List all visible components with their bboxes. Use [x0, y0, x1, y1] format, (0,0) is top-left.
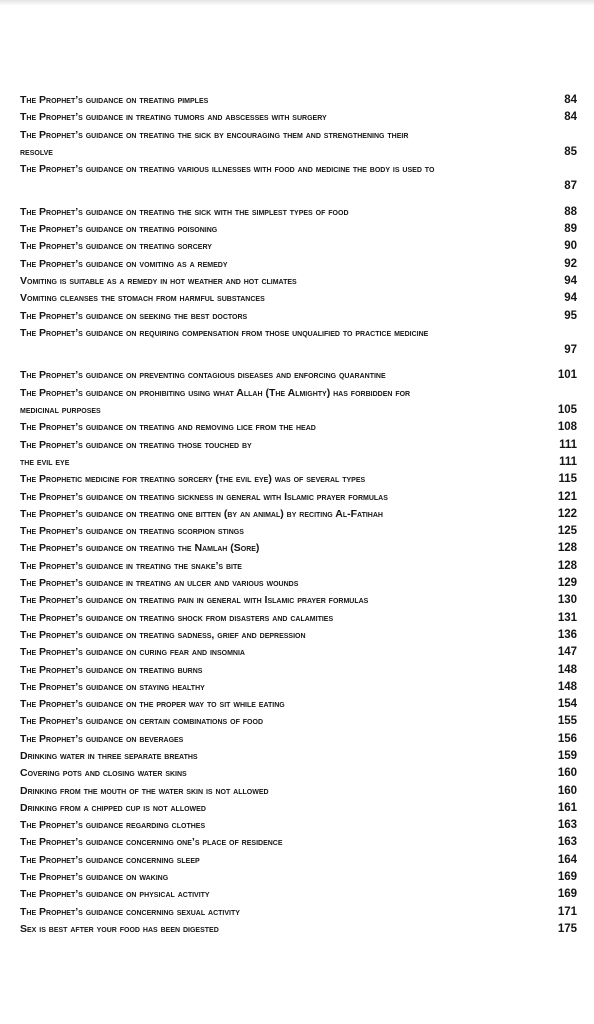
- toc-entry-page-number: 130: [557, 594, 577, 607]
- toc-entry-page-number: 160: [557, 767, 577, 780]
- toc-entry-page-number: 108: [557, 421, 577, 434]
- toc-entry-title: the evil eye: [20, 455, 70, 468]
- toc-entry-title: The Prophet’s guidance on physical activity: [20, 888, 210, 901]
- toc-entry-page-number: 121: [557, 490, 577, 503]
- toc-entry-title: The Prophet’s guidance on treating pimples: [20, 94, 209, 106]
- toc-entry-page-number: 89: [564, 223, 577, 236]
- toc-entry: [20, 385, 577, 402]
- toc-entry: [20, 800, 577, 817]
- toc-entry-title: The Prophet’s guidance on treating various illnesses with food and medicine the body is used to: [20, 163, 435, 176]
- toc-entry-title: The Prophet’s guidance on waking: [20, 871, 169, 884]
- page-top-edge: [0, 0, 594, 6]
- toc-entry: [20, 540, 577, 557]
- toc-entry-page-number: 169: [557, 888, 577, 901]
- toc-entry-title: The Prophet’s guidance on treating and removing lice from the head: [20, 421, 316, 434]
- toc-entry-page-number: 169: [557, 871, 577, 884]
- toc-entry-page-number: 163: [557, 836, 577, 849]
- table-of-contents: [20, 92, 577, 938]
- toc-entry-page-number: 129: [557, 577, 577, 590]
- toc-entry: [20, 221, 577, 238]
- toc-entry-title: The Prophet’s guidance in treating an ulcer and various wounds: [20, 577, 299, 590]
- toc-entry-title: Sex is best after your food has been digested: [20, 922, 219, 935]
- toc-entry: [20, 256, 577, 273]
- toc-entry: [20, 696, 577, 713]
- toc-entry: [20, 489, 577, 506]
- toc-entry-page-number: 171: [557, 905, 577, 918]
- toc-entry: [20, 204, 577, 221]
- toc-entry-page-number: 84: [564, 94, 577, 106]
- toc-entry-page-number: 131: [557, 611, 577, 624]
- toc-entry-page-number: 122: [557, 507, 577, 520]
- toc-entry: [20, 523, 577, 540]
- toc-entry-page-number: 136: [557, 628, 577, 641]
- toc-entry-title: The Prophet’s guidance on treating the sick with the simplest types of food: [20, 205, 349, 218]
- toc-entry-title: The Prophet’s guidance on curing fear and insomnia: [20, 646, 245, 659]
- toc-entry-page-number: 156: [557, 732, 577, 745]
- toc-entry: [20, 273, 577, 290]
- toc-entry-page-number: 154: [557, 698, 577, 711]
- toc-entry-title: The Prophet’s guidance on prohibiting using what Allah (The Almighty) has forbidden for: [20, 386, 411, 399]
- toc-entry-page-number: 175: [557, 922, 577, 935]
- toc-entry-page-number: 84: [564, 111, 577, 124]
- toc-entry-title: The Prophet’s guidance on treating sickness in general with Islamic prayer formulas: [20, 490, 388, 503]
- toc-entry-title: The Prophet’s guidance concerning sleep: [20, 853, 200, 866]
- toc-entry-page-number: 125: [557, 525, 577, 538]
- toc-entry-title: The Prophet’s guidance on certain combinations of food: [20, 715, 263, 728]
- toc-entry: [20, 834, 577, 851]
- toc-entry-title: resolve: [20, 145, 53, 158]
- toc-entry: [20, 92, 577, 109]
- toc-entry-title: The Prophet’s guidance on vomiting as a remedy: [20, 257, 228, 270]
- toc-entry-page-number: 105: [557, 404, 577, 417]
- toc-entry-title: The Prophetic medicine for treating sorcery (the evil eye) was of several types: [20, 473, 366, 486]
- toc-entry-page-number: 111: [559, 455, 577, 468]
- toc-entry-title: The Prophet’s guidance on treating sorcery: [20, 240, 212, 253]
- toc-entry-page-number: 164: [557, 853, 577, 866]
- toc-entry-page-number: 160: [557, 784, 577, 797]
- toc-entry-title: The Prophet’s guidance on treating shock from disasters and calamities: [20, 611, 334, 624]
- toc-entry: [20, 178, 577, 195]
- toc-entry: [20, 308, 577, 325]
- toc-entry-page-number: 111: [559, 438, 577, 451]
- toc-entry: [20, 575, 577, 592]
- toc-entry-title: The Prophet’s guidance on seeking the best doctors: [20, 309, 248, 322]
- toc-entry-title: medicinal purposes: [20, 404, 101, 417]
- toc-entry-page-number: 147: [557, 646, 577, 659]
- toc-entry-title: The Prophet’s guidance on treating poisoning: [20, 223, 218, 236]
- toc-entry-title: Vomiting cleanses the stomach from harmful substances: [20, 292, 265, 305]
- toc-entry: [20, 817, 577, 834]
- toc-entry: [20, 644, 577, 661]
- toc-entry-page-number: 94: [564, 292, 577, 305]
- toc-entry: [20, 886, 577, 903]
- toc-entry: [20, 471, 577, 488]
- toc-entry: [20, 558, 577, 575]
- toc-entry: [20, 662, 577, 679]
- toc-entry-page-number: 148: [557, 663, 577, 676]
- toc-entry: [20, 610, 577, 627]
- toc-entry-title: Vomiting is suitable as a remedy in hot weather and hot climates: [20, 274, 297, 287]
- toc-entry-page-number: 94: [564, 274, 577, 287]
- toc-entry-title: The Prophet’s guidance in treating tumors and abscesses with surgery: [20, 111, 327, 124]
- toc-entry: [20, 419, 577, 436]
- toc-entry: [20, 748, 577, 765]
- toc-entry-page-number: 115: [558, 473, 577, 486]
- toc-entry-page-number: 87: [564, 180, 577, 193]
- toc-entry: [20, 402, 577, 419]
- toc-entry-title: The Prophet’s guidance on treating the sick by encouraging them and strengthening their: [20, 128, 409, 141]
- toc-entry-page-number: 88: [564, 205, 577, 218]
- toc-entry: [20, 367, 577, 384]
- toc-entry: [20, 783, 577, 800]
- toc-entry-title: The Prophet’s guidance in treating the snake’s bite: [20, 559, 242, 572]
- toc-entry: [20, 592, 577, 609]
- toc-entry-title: The Prophet’s guidance on requiring compensation from those unqualified to practice medicine: [20, 326, 429, 339]
- toc-entry-title: The Prophet’s guidance on treating one bitten (by an animal) by reciting Al-Fatihah: [20, 507, 383, 520]
- toc-entry-title: The Prophet’s guidance on preventing contagious diseases and enforcing quarantine: [20, 369, 386, 382]
- toc-entry: [20, 765, 577, 782]
- toc-entry: [20, 904, 577, 921]
- toc-entry-title: The Prophet’s guidance on treating sadness, grief and depression: [20, 628, 306, 641]
- toc-entry-title: The Prophet’s guidance on treating pain in general with Islamic prayer formulas: [20, 594, 369, 607]
- toc-entry-title: Covering pots and closing water skins: [20, 767, 187, 780]
- toc-entry-title: The Prophet’s guidance on beverages: [20, 732, 184, 745]
- toc-entry-title: Drinking from a chipped cup is not allowed: [20, 801, 206, 814]
- toc-entry-title: The Prophet’s guidance concerning sexual activity: [20, 905, 240, 918]
- toc-entry: [20, 454, 577, 471]
- toc-entry-page-number: 159: [557, 749, 577, 762]
- toc-entry: [20, 869, 577, 886]
- toc-entry-page-number: 92: [564, 257, 577, 270]
- toc-entry-title: The Prophet’s guidance on treating those touched by: [20, 438, 252, 451]
- toc-entry-page-number: 95: [564, 309, 577, 322]
- toc-entry: [20, 290, 577, 307]
- toc-entry-title: The Prophet’s guidance on treating scorpion stings: [20, 525, 244, 538]
- toc-entry-page-number: 85: [564, 145, 577, 158]
- toc-entry-page-number: 161: [557, 801, 577, 814]
- toc-entry: [20, 238, 577, 255]
- toc-entry: [20, 731, 577, 748]
- toc-entry: [20, 852, 577, 869]
- toc-entry: [20, 627, 577, 644]
- toc-entry: [20, 325, 577, 342]
- toc-entry: [20, 679, 577, 696]
- toc-entry-page-number: 148: [557, 680, 577, 693]
- toc-entry: [20, 437, 577, 454]
- toc-entry-page-number: 101: [557, 369, 577, 382]
- toc-entry: [20, 342, 577, 359]
- toc-entry-page-number: 90: [564, 240, 577, 253]
- toc-entry: [20, 144, 577, 161]
- toc-entry-page-number: 97: [564, 344, 577, 357]
- toc-entry: [20, 713, 577, 730]
- toc-entry-page-number: 128: [557, 559, 577, 572]
- toc-entry-title: Drinking water in three separate breaths: [20, 749, 198, 762]
- toc-entry: [20, 127, 577, 144]
- toc-entry: [20, 921, 577, 938]
- toc-entry-title: The Prophet’s guidance on the proper way to sit while eating: [20, 698, 285, 711]
- toc-entry-title: Drinking from the mouth of the water skin is not allowed: [20, 784, 269, 797]
- toc-entry: [20, 161, 577, 178]
- toc-entry-title: The Prophet’s guidance on treating the Namlah (Sore): [20, 542, 260, 555]
- toc-entry: [20, 109, 577, 126]
- toc-entry: [20, 506, 577, 523]
- toc-entry-title: The Prophet’s guidance on treating burns: [20, 663, 203, 676]
- toc-entry-title: The Prophet’s guidance concerning one’s place of residence: [20, 836, 283, 849]
- toc-entry-page-number: 155: [557, 715, 577, 728]
- toc-entry-title: The Prophet’s guidance regarding clothes: [20, 819, 206, 832]
- toc-entry-page-number: 163: [557, 819, 577, 832]
- toc-entry-page-number: 128: [557, 542, 577, 555]
- toc-entry-title: The Prophet’s guidance on staying healthy: [20, 680, 205, 693]
